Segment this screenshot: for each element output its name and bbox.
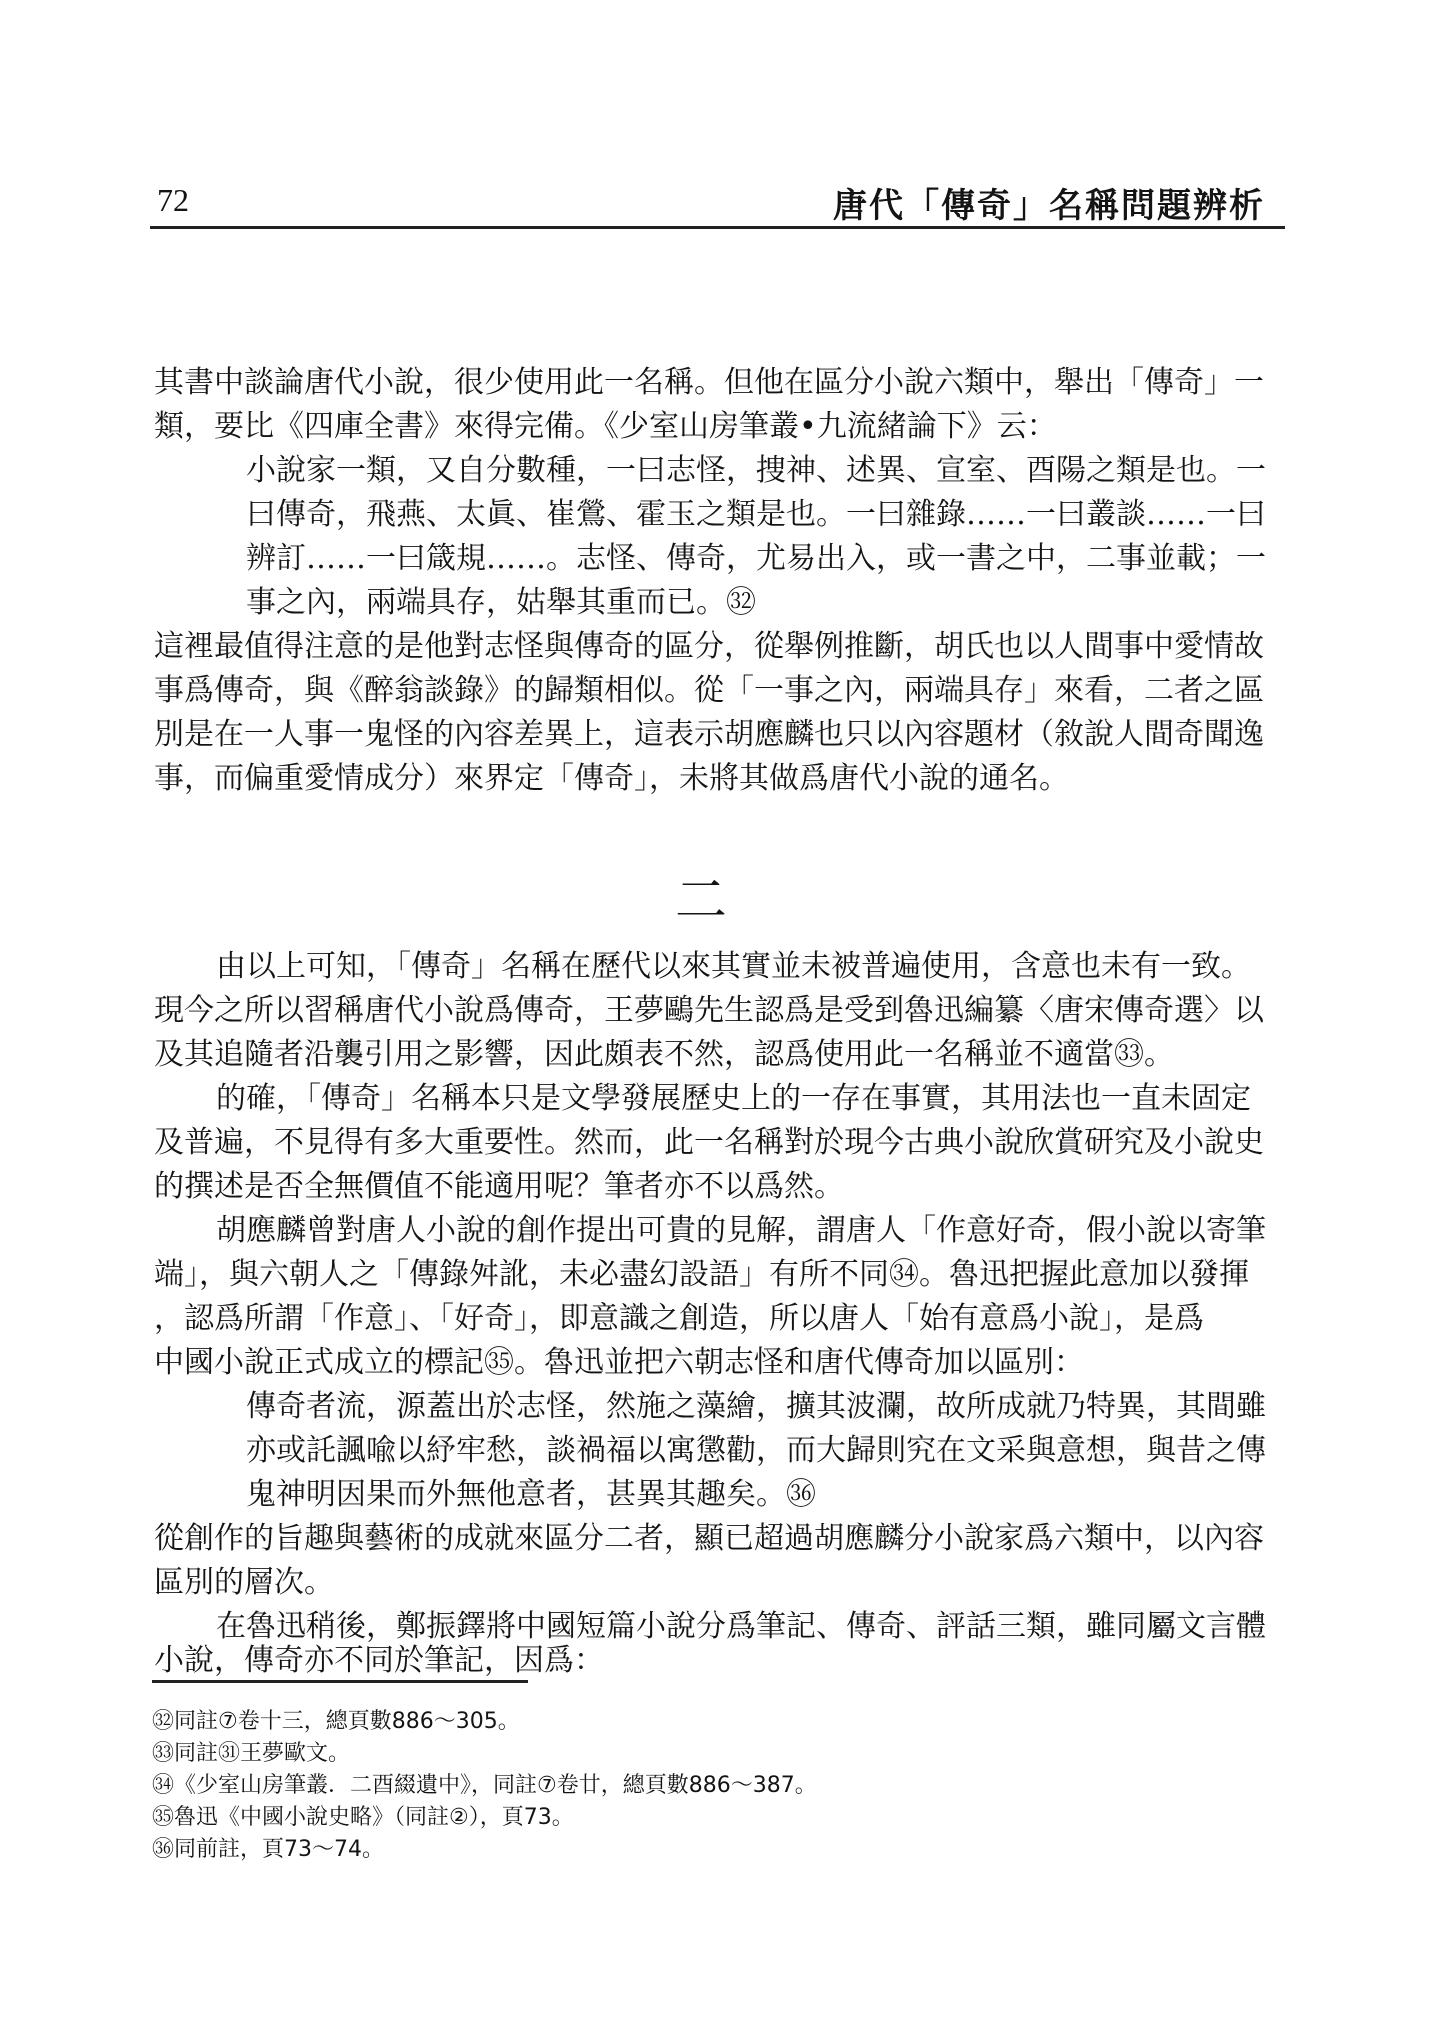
- quote-line: 曰傳奇，飛燕、太眞、崔鶯、霍玉之類是也。一曰雜錄……一曰叢談……一曰: [246, 497, 1266, 532]
- body-line: 事，而偏重愛情成分）來界定「傳奇」，未將其做爲唐代小說的通名。: [154, 761, 1069, 796]
- header-rule: [150, 226, 1285, 229]
- body-line: 及其追隨者沿襲引用之影響，因此頗表不然，認爲使用此一名稱並不適當㉝。: [154, 1037, 1174, 1072]
- section-mark: 二: [675, 871, 728, 931]
- quote-line: 事之內，兩端具存，姑舉其重而已。㉜: [246, 585, 756, 620]
- quote-line: 辨訂……一曰箴規……。志怪、傳奇，尤易出入，或一書之中，二事並載；一: [246, 541, 1266, 576]
- body-line: 在魯迅稍後，鄭振鐸將中國短篇小說分爲筆記、傳奇、評話三類，雖同屬文言體: [216, 1609, 1266, 1644]
- body-line: 其書中談論唐代小說，很少使用此一名稱。但他在區分小說六類中，舉出「傳奇」一: [154, 365, 1264, 400]
- footnote: ㊱同前註，頁73～74。: [152, 1837, 384, 1862]
- body-line: 類，要比《四庫全書》來得完備。《少室山房筆叢•九流緒論下》云：: [154, 409, 1057, 444]
- quote-line: 鬼神明因果而外無他意者，甚異其趣矣。㊱: [246, 1477, 816, 1512]
- body-line: 中國小說正式成立的標記㉟。魯迅並把六朝志怪和唐代傳奇加以區別：: [154, 1345, 1084, 1380]
- footnote: ㉝同註㉛王夢歐文。: [152, 1741, 351, 1766]
- footnote-rule: [152, 1680, 528, 1683]
- body-line: 的撰述是否全無價值不能適用呢？筆者亦不以爲然。: [154, 1169, 844, 1204]
- quote-line: 傳奇者流，源蓋出於志怪，然施之藻繪，擴其波瀾，故所成就乃特異，其間雖: [246, 1389, 1266, 1424]
- body-line: 胡應麟曾對唐人小說的創作提出可貴的見解，謂唐人「作意好奇，假小說以寄筆: [216, 1213, 1266, 1248]
- quote-line: 小說家一類，又自分數種，一曰志怪，捜神、述異、宣室、酉陽之類是也。一: [246, 453, 1266, 488]
- body-line: 小說，傳奇亦不同於筆記，因爲：: [154, 1643, 604, 1678]
- body-line: 現今之所以習稱唐代小說爲傳奇，王夢鷗先生認爲是受到魯迅編纂〈唐宋傳奇選〉以: [154, 993, 1264, 1028]
- body-line: 事爲傳奇，與《醉翁談錄》的歸類相似。從「一事之內，兩端具存」來看，二者之區: [154, 673, 1264, 708]
- body-line: 及普遍，不見得有多大重要性。然而，此一名稱對於現今古典小說欣賞研究及小說史: [154, 1125, 1264, 1160]
- body-line: ，認爲所謂「作意」、「好奇」，即意識之創造，所以唐人「始有意爲小說」，是爲: [154, 1301, 1204, 1336]
- page-number: 72: [157, 182, 189, 218]
- body-line: 這裡最值得注意的是他對志怪與傳奇的區分，從舉例推斷，胡氏也以人間事中愛情故: [154, 629, 1264, 664]
- body-line: 端」，與六朝人之「傳錄舛訛，未必盡幻設語」有所不同㉞。魯迅把握此意加以發揮: [154, 1257, 1249, 1292]
- body-line: 的確，「傳奇」名稱本只是文學發展歷史上的一存在事實，其用法也一直未固定: [216, 1081, 1251, 1116]
- running-title: 唐代「傳奇」名稱問題辨析: [833, 186, 1265, 226]
- body-line: 別是在一人事一鬼怪的內容差異上，這表示胡應麟也只以內容題材（敘說人間奇聞逸: [154, 717, 1264, 752]
- footnote: ㉟魯迅《中國小說史略》（同註②），頁73。: [152, 1805, 574, 1830]
- footnote: ㉜同註⑦卷十三，總頁數886～305。: [152, 1709, 520, 1734]
- quote-line: 亦或託諷喩以紓牢愁，談禍福以寓懲勸，而大歸則究在文采與意想，與昔之傳: [246, 1433, 1266, 1468]
- body-line: 由以上可知，「傳奇」名稱在歷代以來其實並未被普遍使用，含意也未有一致。: [216, 949, 1251, 984]
- body-line: 區別的層次。: [154, 1565, 334, 1600]
- footnote: ㉞《少室山房筆叢．二酉綴遺中》，同註⑦卷廿，總頁數886～387。: [152, 1773, 817, 1798]
- body-line: 從創作的旨趣與藝術的成就來區分二者，顯已超過胡應麟分小說家爲六類中，以內容: [154, 1521, 1264, 1556]
